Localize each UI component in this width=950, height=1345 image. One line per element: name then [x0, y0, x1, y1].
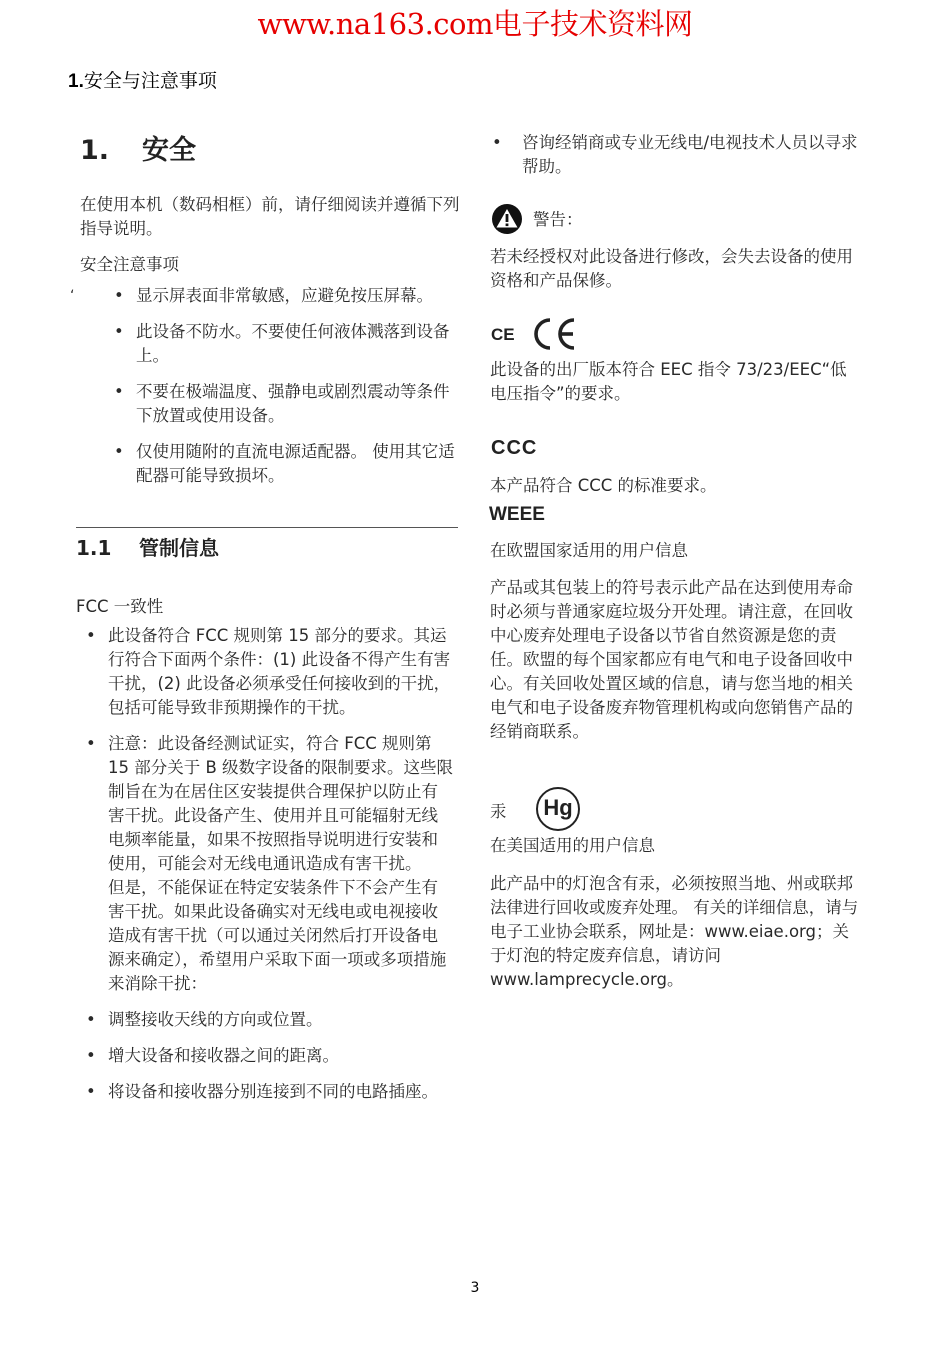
ce-compliance-text: 此设备的出厂版本符合 EEC 指令 73/23/EEC“低电压指令”的要求。	[490, 360, 847, 403]
warning-icon	[491, 203, 523, 235]
ce-mark-icon	[530, 315, 580, 353]
mercury-hg-icon: Hg	[536, 787, 580, 831]
mercury-label: 汞	[490, 802, 507, 821]
document-heading	[68, 66, 217, 93]
weee-heading: 在欧盟国家适用的用户信息	[490, 541, 688, 560]
fcc-bullet-continuation: 但是，不能保证在特定安装条件下不会产生有害干扰。如果此设备确实对无线电或电视接收造成有害干扰（可以通过关闭然后打开设备电源来确定），希望用户采取下面一项或多项措施来消除干扰：	[108, 878, 447, 993]
consult-bullet-list	[490, 131, 862, 179]
stray-mark: ‘	[70, 288, 75, 304]
consult-bullet: • 咨询经销商或专业无线电/电视技术人员以寻求帮助。	[490, 131, 862, 179]
document-heading-text: 安全与注意事项	[83, 70, 217, 92]
section-1-1-title	[76, 532, 219, 561]
section-1-1-title-text: 管制信息	[139, 536, 219, 560]
safety-bullet: • 此设备不防水。不要使任何液体溅落到设备上。	[112, 320, 460, 368]
weee-text: 产品或其包装上的符号表示此产品在达到使用寿命时必须与普通家庭垃圾分开处理。请注意，在回收中心废弃处理电子设备以节省自然资源是您的责任。欧盟的每个国家都应有电气和电子设备回收中心。有关回收处置区域的信息，请与您当地的相关电气和电子设备废弃物管理机构或向您销售产品的经销商联系。	[490, 578, 853, 741]
section-1-1-number: 1.1	[76, 536, 112, 560]
safety-subhead: 安全注意事项	[80, 255, 179, 274]
document-heading-number: 1.	[68, 71, 84, 92]
warning-label: 警告：	[533, 210, 583, 229]
us-user-info-text: 此产品中的灯泡含有汞，必须按照当地、州或联邦法律进行回收或废弃处理。 有关的详细信息，请与电子工业协会联系，网址是：www.eiae.org；关于灯泡的特定废弃信息，请访问 www.lamprecycle.org。	[490, 874, 859, 989]
fcc-bullet-list	[84, 624, 454, 1104]
watermark-title: www.na163.com电子技术资料网	[257, 7, 693, 41]
fcc-bullet: • 此设备符合 FCC 规则第 15 部分的要求。其运行符合下面两个条件：(1) 此设备不得产生有害干扰，(2) 此设备必须承受任何接收到的干扰，包括可能导致非预期操作的干扰。	[84, 624, 454, 720]
ccc-compliance-text: 本产品符合 CCC 的标准要求。	[490, 476, 717, 495]
us-user-info-heading: 在美国适用的用户信息	[490, 836, 655, 855]
section-1-number: 1.	[80, 135, 110, 166]
safety-bullet-list	[112, 284, 460, 502]
fcc-bullet: • 注意：此设备经测试证实，符合 FCC 规则第 15 部分关于 B 级数字设备的限制要求。这些限制旨在为在居住区安装提供合理保护以防止有害干扰。此设备产生、使用并且可能辐射无线电频率能量，如果不按照指导说明进行安装和使用，可能会对无线电通讯造成有害干扰。	[84, 732, 454, 876]
ce-logo-text: CE	[491, 325, 515, 344]
warning-text: 若未经授权对此设备进行修改，会失去设备的使用资格和产品保修。	[490, 247, 853, 290]
section-1-intro: 在使用本机（数码相框）前，请仔细阅读并遵循下列指导说明。	[80, 195, 460, 238]
safety-bullet: • 不要在极端温度、强静电或剧烈震动等条件下放置或使用设备。	[112, 380, 460, 428]
ccc-logo-text: CCC	[491, 437, 538, 459]
safety-bullet: • 仅使用随附的直流电源适配器。 使用其它适配器可能导致损坏。	[112, 440, 460, 488]
safety-bullet: • 显示屏表面非常敏感，应避免按压屏幕。	[112, 284, 460, 308]
section-divider	[76, 527, 458, 528]
interference-measure: • 将设备和接收器分别连接到不同的电路插座。	[84, 1080, 454, 1104]
weee-logo-text: WEEE	[489, 504, 545, 525]
section-1-title-text: 安全	[142, 135, 196, 166]
interference-measure: • 增大设备和接收器之间的距离。	[84, 1044, 454, 1068]
section-1-title	[80, 128, 196, 167]
interference-measure: • 调整接收天线的方向或位置。	[84, 1008, 454, 1032]
fcc-heading: FCC 一致性	[76, 597, 164, 616]
page-number: 3	[470, 1280, 480, 1296]
